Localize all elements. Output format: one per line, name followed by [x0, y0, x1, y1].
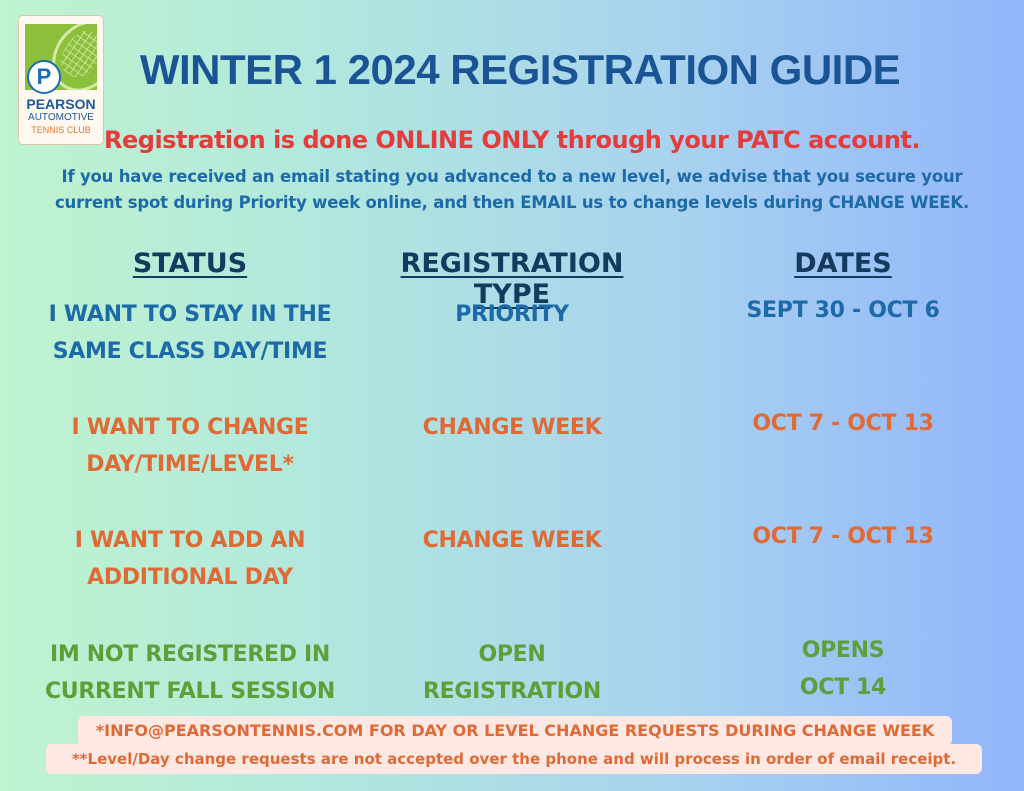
row-4-dates-line-2: OCT 14 [799, 675, 887, 700]
row-2-status-line-2: DAY/TIME/LEVEL* [86, 452, 294, 477]
logo-line-2: AUTOMOTIVE [28, 112, 94, 123]
row-2-status [20, 409, 360, 483]
footnote-phone-policy: **Level/Day change requests are not accepted over the phone and will process in order of email receipt. [46, 744, 982, 774]
parking-p-icon [27, 60, 61, 94]
row-2-type [362, 409, 662, 446]
row-3-type-line-1: CHANGE WEEK [422, 528, 602, 553]
row-3-dates-line-1: OCT 7 - OCT 13 [752, 524, 934, 549]
level-advance-note [40, 164, 984, 216]
status-header: STATUS [132, 248, 248, 279]
row-2-status-line-1: I WANT TO CHANGE [71, 415, 309, 440]
registration-type-header: REGISTRATION TYPE [400, 248, 624, 310]
row-3-type [362, 522, 662, 559]
row-4-type-line-2: REGISTRATION [422, 679, 602, 704]
row-1-type [362, 296, 662, 333]
row-2-dates [690, 405, 996, 442]
row-4-dates [690, 632, 996, 706]
row-1-dates-line-1: SEPT 30 - OCT 6 [746, 298, 940, 323]
row-4-type-line-1: OPEN [478, 642, 546, 667]
row-3-status [20, 522, 360, 596]
row-4-type [362, 636, 662, 710]
row-1-dates [690, 292, 996, 329]
online-only-notice: Registration is done ONLINE ONLY through your PATC account. [104, 126, 920, 154]
row-3-status-line-1: I WANT TO ADD AN [74, 528, 306, 553]
note-line-2: current spot during Priority week online, and then EMAIL us to change levels during CHANGE WEEK. [54, 193, 970, 212]
row-2-type-line-1: CHANGE WEEK [422, 415, 602, 440]
row-1-status [20, 296, 360, 370]
logo-letter: P [36, 64, 52, 89]
row-1-type-line-1: PRIORITY [455, 302, 569, 327]
row-2-dates-line-1: OCT 7 - OCT 13 [752, 411, 934, 436]
logo-line-3: TENNIS CLUB [31, 125, 91, 135]
row-1-status-line-1: I WANT TO STAY IN THE [48, 302, 332, 327]
row-4-status [20, 636, 360, 710]
footnote-email: *INFO@PEARSONTENNIS.COM FOR DAY OR LEVEL CHANGE REQUESTS DURING CHANGE WEEK [78, 716, 952, 746]
row-4-dates-line-1: OPENS [801, 638, 885, 663]
row-4-status-line-1: IM NOT REGISTERED IN [49, 642, 331, 667]
dates-header: DATES [794, 248, 892, 279]
logo-line-1: PEARSON [26, 96, 96, 112]
row-1-status-line-2: SAME CLASS DAY/TIME [52, 339, 328, 364]
row-3-status-line-2: ADDITIONAL DAY [87, 565, 293, 590]
page-title: WINTER 1 2024 REGISTRATION GUIDE [139, 46, 901, 93]
note-line-1: If you have received an email stating you advanced to a new level, we advise that you secure your [61, 167, 963, 186]
row-4-status-line-2: CURRENT FALL SESSION [44, 679, 336, 704]
row-3-dates [690, 518, 996, 555]
